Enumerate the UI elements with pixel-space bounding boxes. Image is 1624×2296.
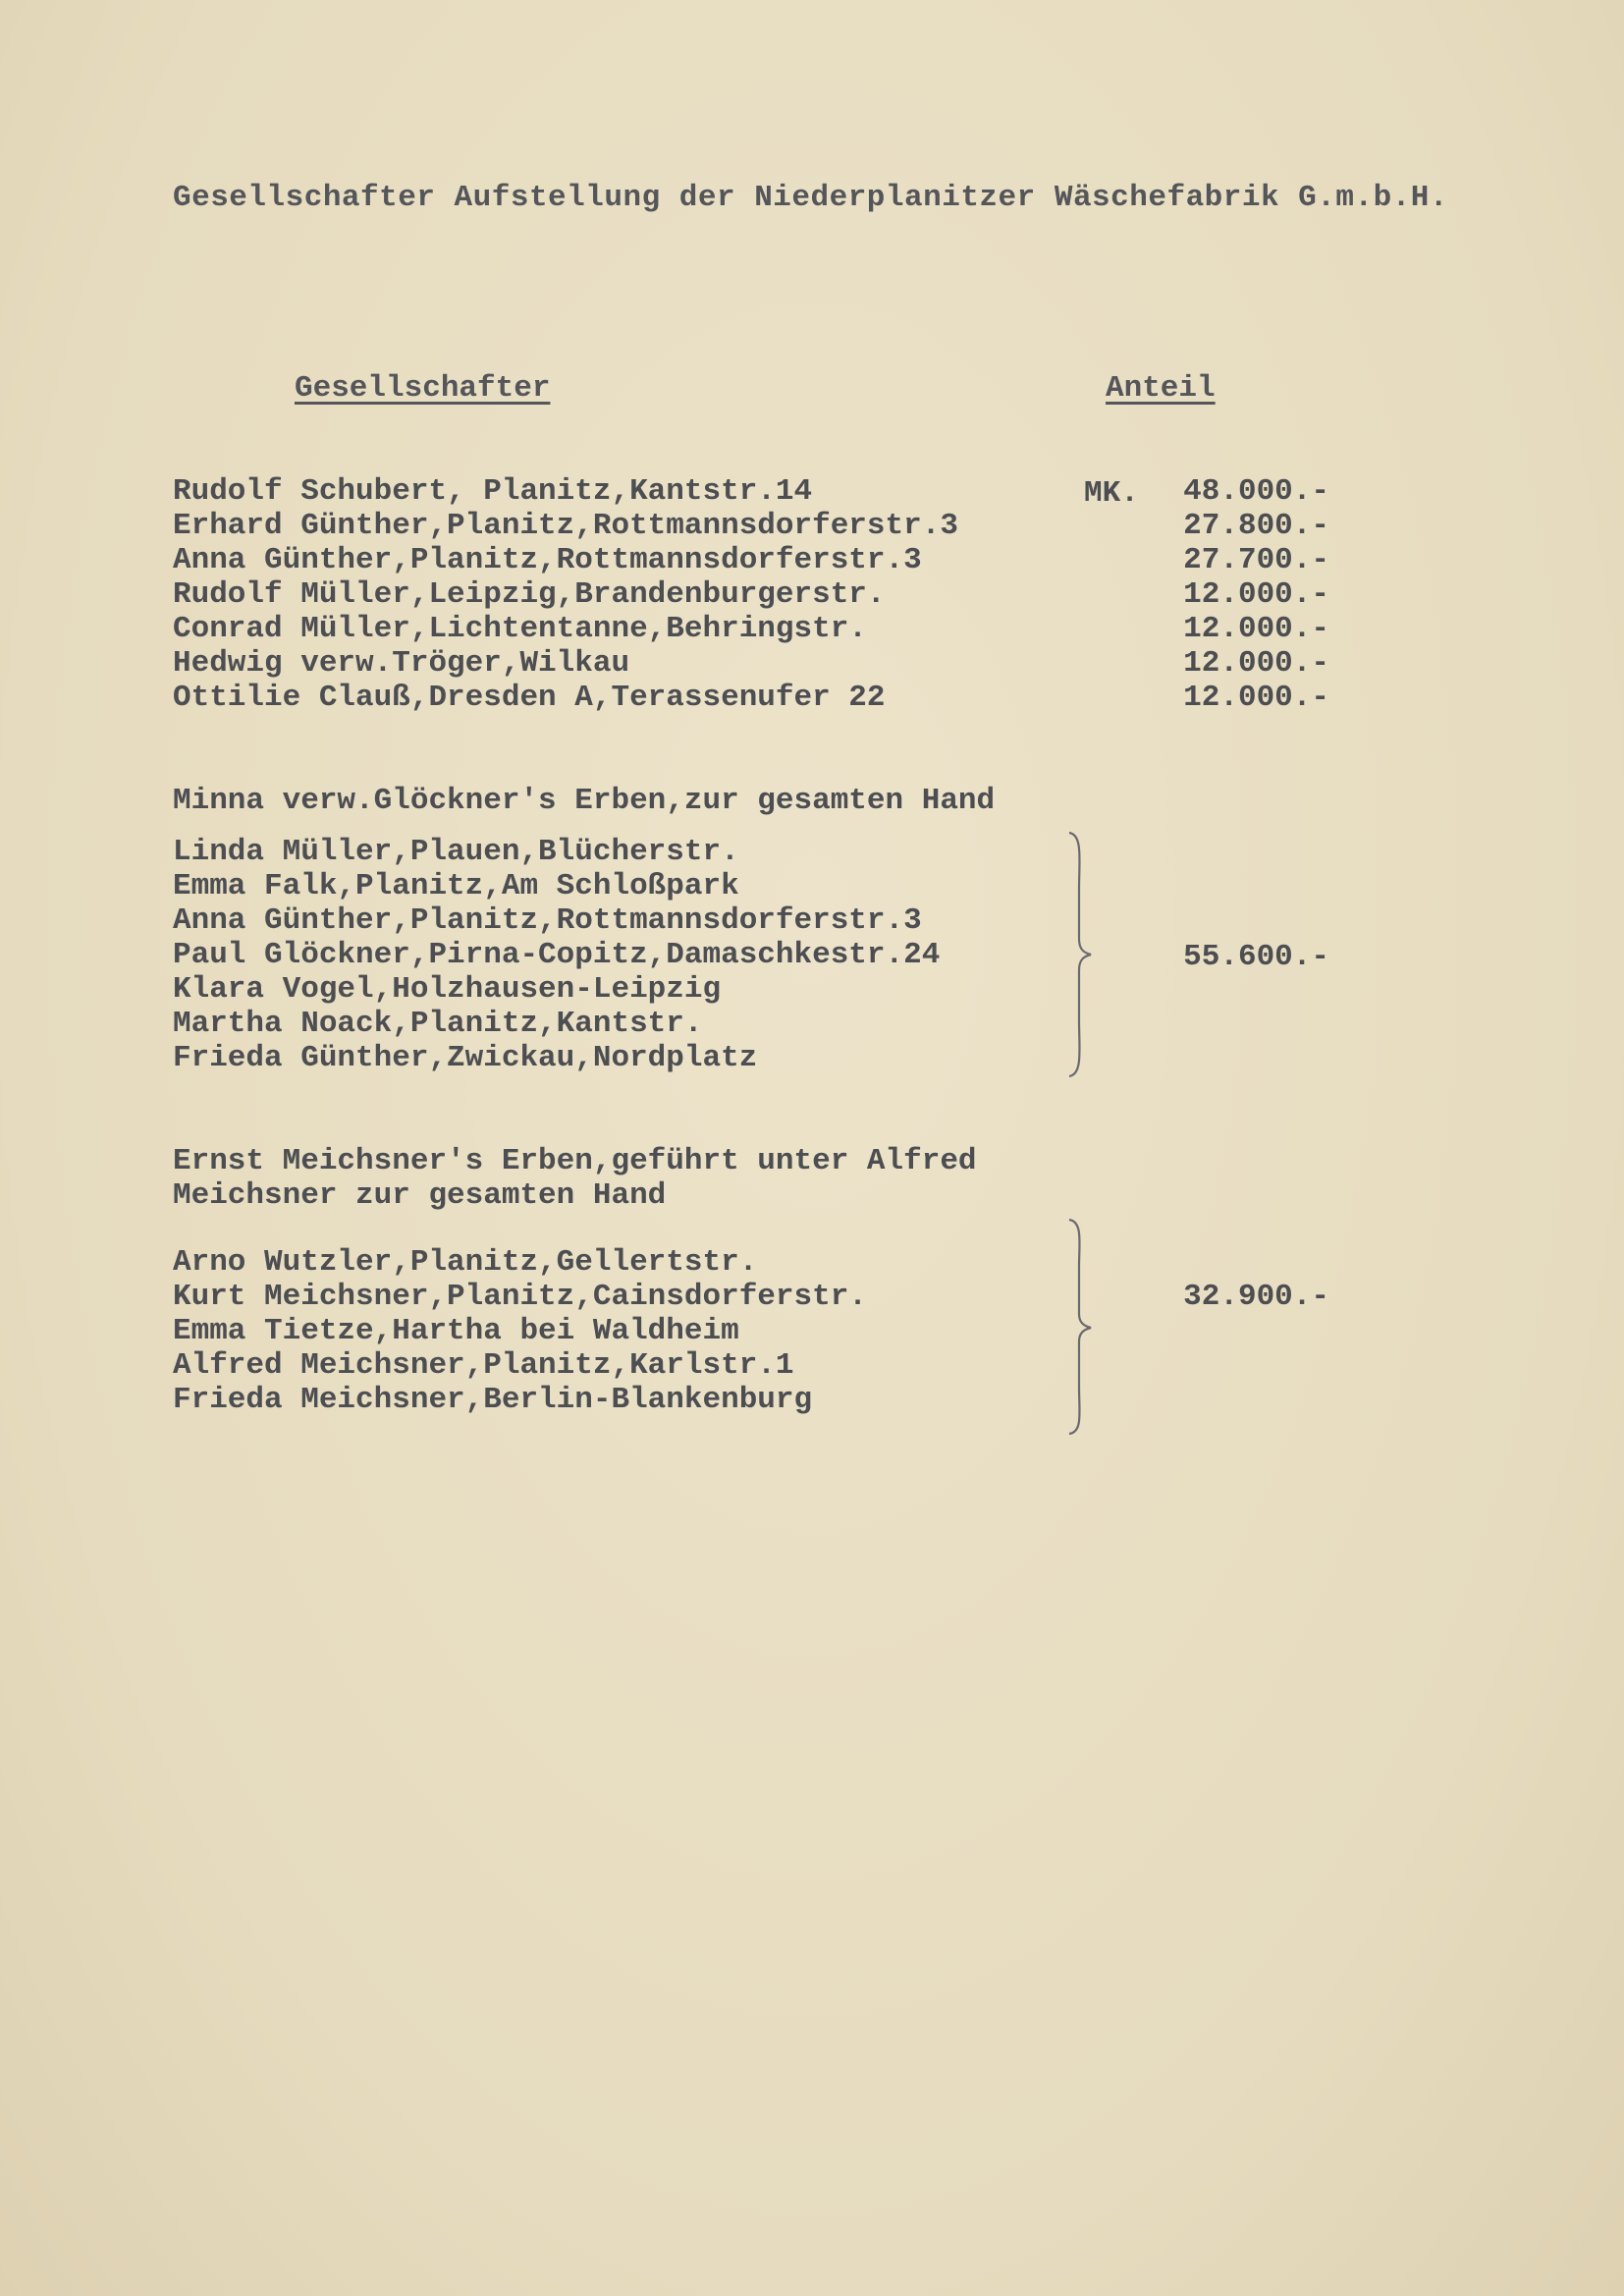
group-member: Anna Günther,Planitz,Rottmannsdorferstr.3 <box>173 903 922 938</box>
column-header-shareholder: Gesellschafter <box>295 371 551 406</box>
group-heading: Meichsner zur gesamten Hand <box>173 1178 667 1213</box>
group-member: Kurt Meichsner,Planitz,Cainsdorferstr. <box>173 1280 867 1314</box>
group-member: Emma Tietze,Hartha bei Waldheim <box>173 1314 739 1348</box>
column-header-share: Anteil <box>1106 371 1216 406</box>
shareholder-name: Rudolf Schubert, Planitz,Kantstr.14 <box>173 474 813 509</box>
shareholder-name: Conrad Müller,Lichtentanne,Behringstr. <box>173 612 867 646</box>
group-member: Klara Vogel,Holzhausen-Leipzig <box>173 972 722 1007</box>
group-member: Linda Müller,Plauen,Blücherstr. <box>173 835 739 869</box>
group-share: 55.600.- <box>1183 940 1329 974</box>
shareholder-share: 27.700.- <box>1183 543 1329 577</box>
shareholder-name: Erhard Günther,Planitz,Rottmannsdorferstr.3 <box>173 509 958 543</box>
shareholder-name: Hedwig verw.Tröger,Wilkau <box>173 646 630 681</box>
group-heading: Minna verw.Glöckner's Erben,zur gesamten Hand <box>173 784 996 818</box>
shareholder-share: 12.000.- <box>1183 646 1329 681</box>
group-member: Paul Glöckner,Pirna-Copitz,Damaschkestr.24 <box>173 938 941 972</box>
shareholder-name: Anna Günther,Planitz,Rottmannsdorferstr.3 <box>173 543 922 577</box>
shareholder-share: 27.800.- <box>1183 509 1329 543</box>
shareholder-share: 12.000.- <box>1183 681 1329 715</box>
document-title: Gesellschafter Aufstellung der Niederplanitzer Wäschefabrik G.m.b.H. <box>173 181 1449 215</box>
group-member: Frieda Meichsner,Berlin-Blankenburg <box>173 1383 813 1417</box>
group-member: Emma Falk,Planitz,Am Schloßpark <box>173 869 739 903</box>
curly-brace-icon <box>1065 1218 1095 1436</box>
shareholder-name: Ottilie Clauß,Dresden A,Terassenufer 22 <box>173 681 886 715</box>
group-member: Frieda Günther,Zwickau,Nordplatz <box>173 1041 758 1075</box>
shareholder-share: 12.000.- <box>1183 577 1329 612</box>
shareholder-share: 12.000.- <box>1183 612 1329 646</box>
group-heading: Ernst Meichsner's Erben,geführt unter Alfred <box>173 1144 977 1178</box>
shareholder-share: 48.000.- <box>1183 474 1329 509</box>
group-member: Alfred Meichsner,Planitz,Karlstr.1 <box>173 1348 794 1383</box>
group-share: 32.900.- <box>1183 1280 1329 1314</box>
shareholder-name: Rudolf Müller,Leipzig,Brandenburgerstr. <box>173 577 886 612</box>
group-member: Martha Noack,Planitz,Kantstr. <box>173 1007 703 1041</box>
curly-brace-icon <box>1065 831 1095 1078</box>
group-member: Arno Wutzler,Planitz,Gellertstr. <box>173 1245 758 1280</box>
currency-label: MK. <box>1084 476 1139 511</box>
